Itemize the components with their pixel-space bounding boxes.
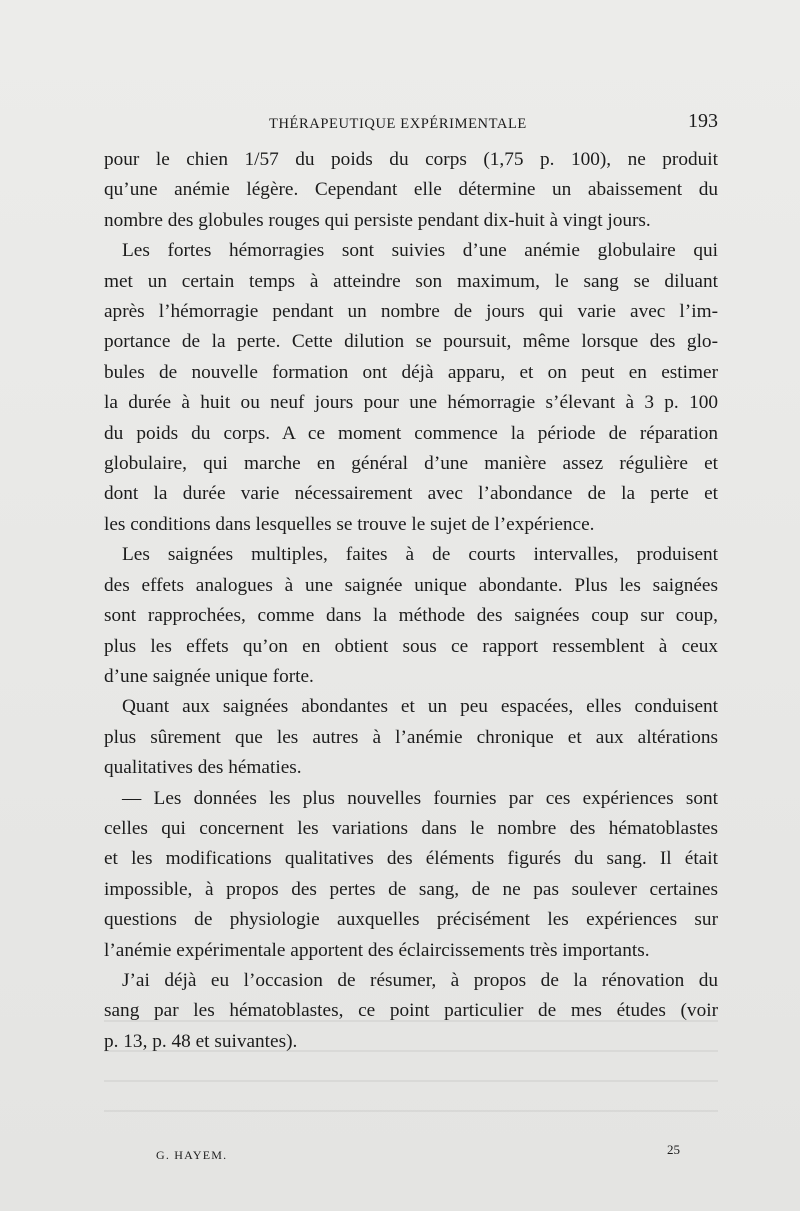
- text-line: qu’une anémie légère. Cependant elle détermine un abaissement du: [104, 179, 718, 201]
- text-line-last: les conditions dans lesquelles se trouve le sujet de l’expérience.: [104, 513, 595, 535]
- text-line: J’ai déjà eu l’occasion de résumer, à propos de la rénovation du: [122, 969, 718, 991]
- text-line: après l’hémorragie pendant un nombre de jours qui varie avec l’im-: [104, 301, 718, 323]
- text-line: Quant aux saignées abondantes et un peu espacées, elles conduisent: [122, 696, 718, 718]
- text-line: plus les effets qu’on en obtient sous ce rapport ressemblent à ceux: [104, 635, 718, 657]
- bleed-through-decoration: [104, 1020, 718, 1140]
- paragraph-2: [104, 236, 718, 510]
- text-line-last: p. 13, p. 48 et suivantes).: [104, 1030, 298, 1052]
- text-line: des effets analogues à une saignée unique abondante. Plus les saignées: [104, 574, 718, 596]
- text-line-last: qualitatives des hématies.: [104, 757, 302, 779]
- text-line-last: l’anémie expérimentale apportent des éclaircissements très importants.: [104, 939, 650, 961]
- paragraph-1: [104, 145, 718, 206]
- text-line: sang par les hématoblastes, ce point particulier de mes études (voir: [104, 1000, 718, 1022]
- text-line: et les modifications qualitatives des éléments figurés du sang. Il était: [104, 848, 718, 870]
- author-signature: G. HAYEM.: [156, 1148, 228, 1162]
- paragraph-6: [104, 966, 718, 1027]
- page-header: [104, 108, 718, 138]
- paragraph-5: [104, 784, 718, 936]
- text-line: met un certain temps à atteindre son maximum, le sang se diluant: [104, 270, 718, 292]
- body-text: [104, 145, 718, 1057]
- text-line: Les saignées multiples, faites à de courts intervalles, produisent: [122, 544, 718, 566]
- signature-mark: 25: [667, 1142, 680, 1157]
- page-footer: [104, 1142, 718, 1170]
- paragraph-3: [104, 540, 718, 662]
- text-line: celles qui concernent les variations dans le nombre des hématoblastes: [104, 817, 718, 839]
- text-line-last: d’une saignée unique forte.: [104, 665, 314, 687]
- running-title: THÉRAPEUTIQUE EXPÉRIMENTALE: [269, 116, 527, 132]
- text-line: bules de nouvelle formation ont déjà apparu, et on peut en estimer: [104, 361, 718, 383]
- text-line: sont rapprochées, comme dans la méthode des saignées coup sur coup,: [104, 605, 718, 627]
- text-line: du poids du corps. A ce moment commence la période de réparation: [104, 422, 718, 444]
- text-line: — Les données les plus nouvelles fournies par ces expériences sont: [122, 787, 718, 809]
- text-line: impossible, à propos des pertes de sang, de ne pas soulever certaines: [104, 878, 718, 900]
- text-line: la durée à huit ou neuf jours pour une hémorragie s’élevant à 3 p. 100: [104, 392, 718, 414]
- paragraph-4: [104, 692, 718, 753]
- page-number: 193: [688, 110, 718, 132]
- text-line: portance de la perte. Cette dilution se poursuit, même lorsque des glo-: [104, 331, 718, 353]
- text-line: Les fortes hémorragies sont suivies d’une anémie globulaire qui: [122, 240, 718, 262]
- text-line-last: nombre des globules rouges qui persiste pendant dix-huit à vingt jours.: [104, 209, 651, 231]
- text-line: dont la durée varie nécessairement avec l’abondance de la perte et: [104, 483, 718, 505]
- text-line: pour le chien 1/57 du poids du corps (1,75 p. 100), ne produit: [104, 149, 718, 170]
- text-line: globulaire, qui marche en général d’une manière assez régulière et: [104, 453, 718, 475]
- text-line: plus sûrement que les autres à l’anémie chronique et aux altérations: [104, 726, 718, 748]
- text-line: questions de physiologie auxquelles précisément les expériences sur: [104, 909, 718, 931]
